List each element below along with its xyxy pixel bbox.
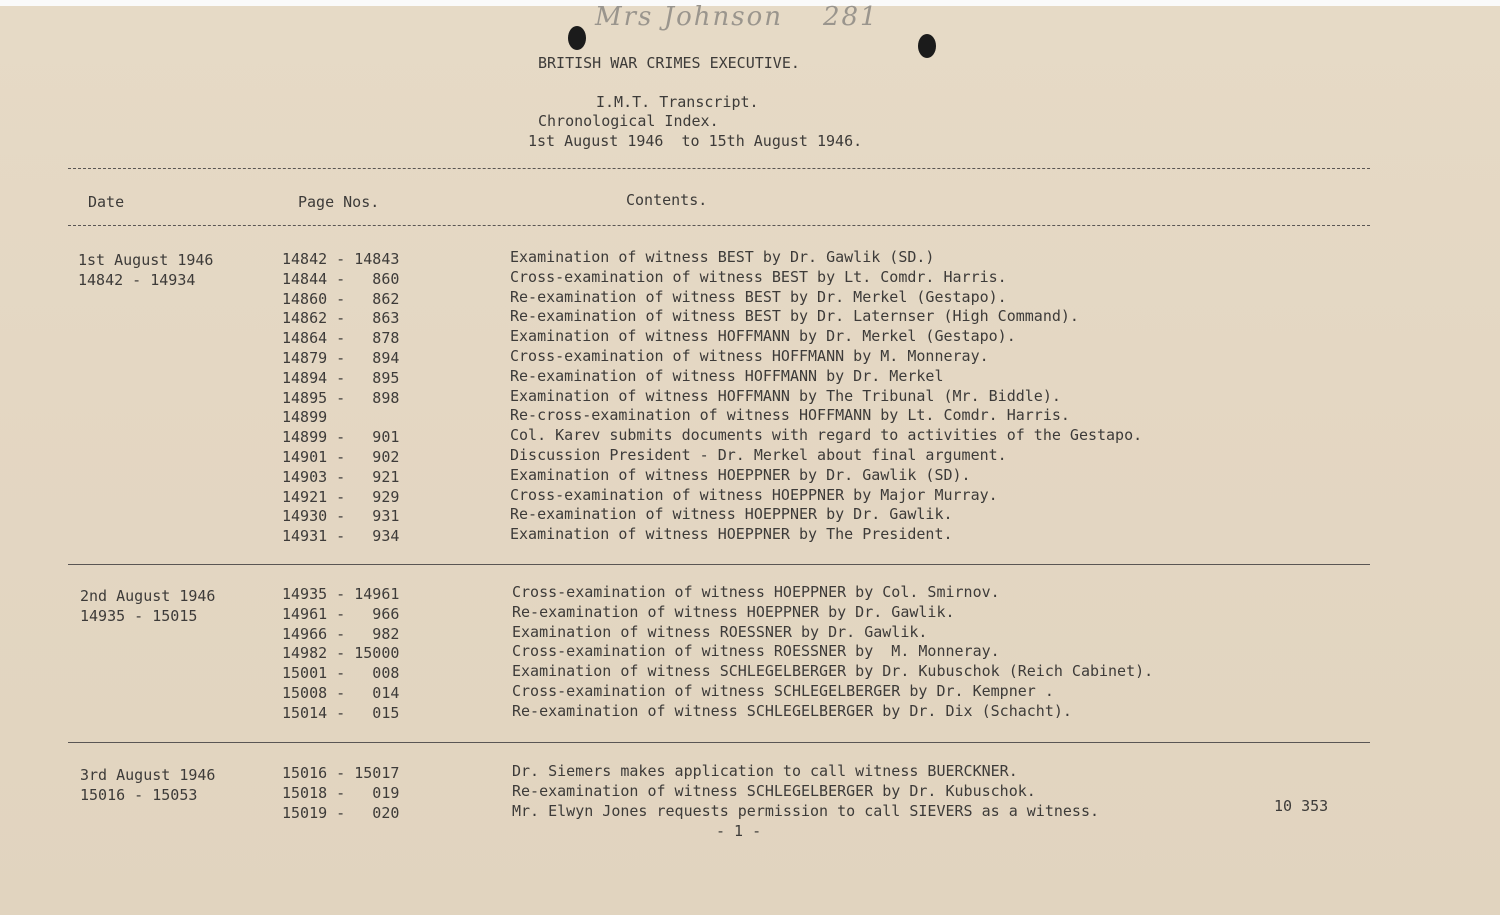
column-header-pages: Page Nos. xyxy=(298,193,380,211)
entry-pages: 14901 - 902 xyxy=(282,447,400,466)
entry-pages: 14895 - 898 xyxy=(282,388,400,407)
entry-pages: 14930 - 931 xyxy=(282,507,400,526)
entry-content: Examination of witness HOEPPNER by Dr. Gawlik (SD). xyxy=(510,465,971,484)
entry-pages: 14864 - 878 xyxy=(282,329,400,348)
entry-content: Cross-examination of witness HOEPPNER by Major Murray. xyxy=(510,485,998,504)
entry-pages: 14879 - 894 xyxy=(282,348,400,367)
section-date: 2nd August 1946 xyxy=(80,587,216,605)
entry-content: Cross-examination of witness HOFFMANN by M. Monneray. xyxy=(510,346,989,365)
header-rule-bottom xyxy=(68,225,1370,226)
entry-content: Re-examination of witness BEST by Dr. Merkel (Gestapo). xyxy=(510,287,1007,306)
handwritten-annotation xyxy=(595,2,879,32)
contents-column xyxy=(512,762,1099,821)
section-page-range: 14935 - 15015 xyxy=(80,607,198,625)
entry-content: Re-examination of witness HOFFMANN by Dr. Merkel xyxy=(510,366,944,385)
entry-content: Examination of witness HOFFMANN by The Tribunal (Mr. Biddle). xyxy=(510,386,1061,405)
entry-content: Mr. Elwyn Jones requests permission to call SIEVERS as a witness. xyxy=(512,801,1099,820)
entry-pages: 14982 - 15000 xyxy=(282,644,400,663)
entry-content: Examination of witness HOFFMANN by Dr. Merkel (Gestapo). xyxy=(510,327,1016,346)
pages-column xyxy=(282,250,399,547)
pages-column xyxy=(282,764,399,823)
entry-pages: 15019 - 020 xyxy=(282,803,400,822)
pages-column xyxy=(282,585,399,724)
entry-pages: 14899 xyxy=(282,408,328,427)
entry-pages: 14931 - 934 xyxy=(282,527,400,546)
punch-hole-right xyxy=(918,34,936,58)
contents-column xyxy=(512,583,1153,722)
entry-content: Examination of witness BEST by Dr. Gawlik (SD.) xyxy=(510,248,935,266)
entry-content: Re-examination of witness HOEPPNER by Dr. Gawlik. xyxy=(510,505,953,524)
entry-content: Cross-examination of witness HOEPPNER by Col. Smirnov. xyxy=(512,583,1000,601)
handwritten-name: Mrs Johnson xyxy=(595,2,783,32)
column-header-contents: Contents. xyxy=(626,191,708,209)
entry-pages: 14966 - 982 xyxy=(282,624,400,643)
org-title: BRITISH WAR CRIMES EXECUTIVE. xyxy=(538,54,800,72)
contents-column xyxy=(510,248,1142,545)
punch-hole-left xyxy=(568,26,586,50)
entry-content: Re-examination of witness SCHLEGELBERGER by Dr. Kubuschok. xyxy=(512,781,1036,800)
entry-content: Examination of witness ROESSNER by Dr. Gawlik. xyxy=(512,622,928,641)
section-divider xyxy=(68,742,1370,743)
entry-content: Examination of witness HOEPPNER by The President. xyxy=(510,525,953,544)
index-title: Chronological Index. xyxy=(538,112,719,130)
entry-pages: 14894 - 895 xyxy=(282,368,400,387)
entry-content: Cross-examination of witness ROESSNER by M. Monneray. xyxy=(512,642,1000,661)
entry-pages: 14844 - 860 xyxy=(282,269,400,288)
header-rule-top xyxy=(68,168,1370,169)
column-header-date: Date xyxy=(88,193,125,211)
entry-content: Re-examination of witness BEST by Dr. Laternser (High Command). xyxy=(510,307,1079,326)
entry-pages: 14862 - 863 xyxy=(282,309,400,328)
entry-content: Re-examination of witness SCHLEGELBERGER by Dr. Dix (Schacht). xyxy=(512,701,1072,720)
date-range-title: 1st August 1946 to 15th August 1946. xyxy=(528,132,863,150)
section-divider xyxy=(68,564,1370,565)
entry-content: Cross-examination of witness BEST by Lt. Comdr. Harris. xyxy=(510,267,1007,286)
entry-pages: 15014 - 015 xyxy=(282,703,400,722)
entry-content: Re-examination of witness HOEPPNER by Dr. Gawlik. xyxy=(512,602,955,621)
entry-pages: 15008 - 014 xyxy=(282,683,400,702)
entry-content: Re-cross-examination of witness HOFFMANN by Lt. Comdr. Harris. xyxy=(510,406,1070,425)
section-page-range: 14842 - 14934 xyxy=(78,271,196,289)
transcript-title: I.M.T. Transcript. xyxy=(596,93,759,111)
entry-pages: 15001 - 008 xyxy=(282,664,400,683)
entry-pages: 14903 - 921 xyxy=(282,467,400,486)
entry-pages: 14935 - 14961 xyxy=(282,585,400,603)
entry-pages: 14961 - 966 xyxy=(282,604,400,623)
section-page-range: 15016 - 15053 xyxy=(80,786,198,804)
entry-pages: 15016 - 15017 xyxy=(282,764,400,782)
entry-pages: 14921 - 929 xyxy=(282,487,400,506)
handwritten-number: 281 xyxy=(822,2,879,32)
entry-pages: 14899 - 901 xyxy=(282,428,400,447)
entry-pages: 15018 - 019 xyxy=(282,783,400,802)
entry-pages: 14842 - 14843 xyxy=(282,250,400,268)
entry-content: Dr. Siemers makes application to call witness BUERCKNER. xyxy=(512,762,1018,780)
entry-content: Discussion President - Dr. Merkel about final argument. xyxy=(510,445,1007,464)
archive-stamp-number: 10 353 xyxy=(1274,797,1329,815)
section-date: 3rd August 1946 xyxy=(80,766,216,784)
entry-pages: 14860 - 862 xyxy=(282,289,400,308)
section-date: 1st August 1946 xyxy=(78,251,214,269)
entry-content: Col. Karev submits documents with regard to activities of the Gestapo. xyxy=(510,426,1143,445)
page-number: - 1 - xyxy=(716,822,762,840)
entry-content: Cross-examination of witness SCHLEGELBERGER by Dr. Kempner . xyxy=(512,681,1054,700)
entry-content: Examination of witness SCHLEGELBERGER by Dr. Kubuschok (Reich Cabinet). xyxy=(512,662,1154,681)
